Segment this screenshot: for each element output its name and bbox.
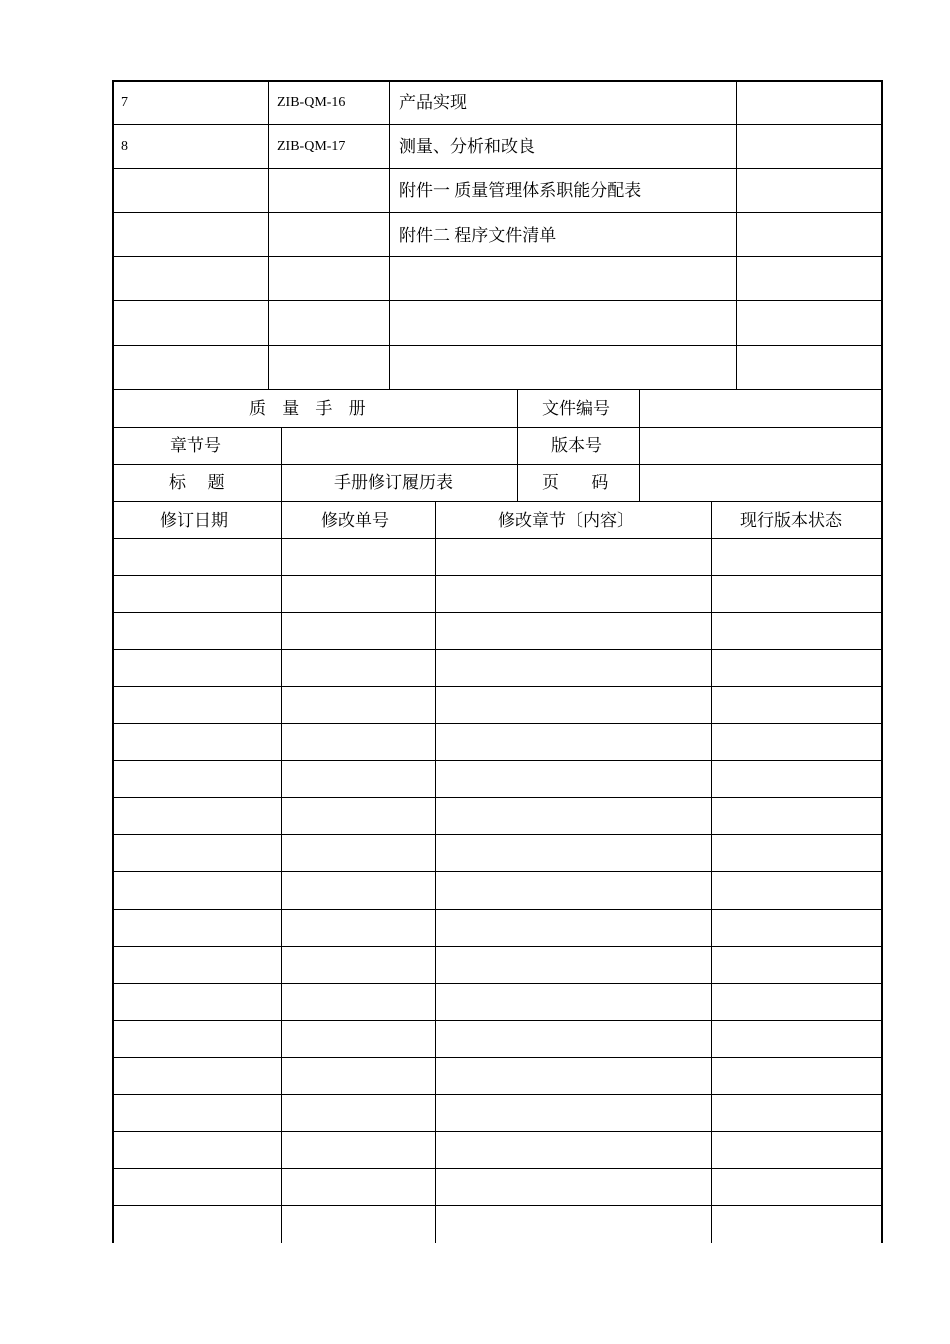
- index-table-left-border: [112, 80, 114, 390]
- revision-row-divider: [112, 760, 883, 761]
- revision-row-divider: [112, 723, 883, 724]
- index-row-number: 8: [121, 139, 128, 154]
- revision-row-divider: [112, 797, 883, 798]
- index-row-title: 附件一 质量管理体系职能分配表: [399, 181, 642, 200]
- revision-row-divider: [112, 1131, 883, 1132]
- revision-col-divider: [711, 501, 712, 1243]
- version-number-label: 版本号: [551, 436, 602, 456]
- index-row-number: 7: [121, 95, 128, 110]
- revision-row-divider: [112, 1094, 883, 1095]
- revision-row-divider: [112, 1020, 883, 1021]
- header-row-divider: [112, 427, 883, 428]
- index-row-divider: [112, 168, 883, 169]
- revision-header-date: 修订日期: [160, 511, 228, 530]
- header-top-border: [112, 389, 883, 390]
- index-col-divider: [736, 80, 737, 390]
- revision-row-divider: [112, 871, 883, 872]
- index-table-top-border: [112, 80, 883, 82]
- index-row-divider: [112, 345, 883, 346]
- revision-table-right-border: [881, 501, 883, 1243]
- revision-col-divider: [281, 501, 282, 1243]
- index-row-code: ZIB-QM-17: [277, 139, 346, 154]
- revision-row-divider: [112, 1205, 883, 1206]
- revision-row-divider: [112, 686, 883, 687]
- header-left-border: [112, 389, 114, 502]
- revision-row-divider: [112, 834, 883, 835]
- header-right-border: [881, 389, 883, 502]
- chapter-number-label: 章节号: [170, 436, 221, 456]
- revision-row-divider: [112, 983, 883, 984]
- revision-header-version-status: 现行版本状态: [740, 511, 842, 530]
- file-number-label: 文件编号: [542, 399, 610, 419]
- header-bottom-border: [112, 501, 883, 502]
- revision-header-change-no: 修改单号: [321, 511, 389, 530]
- revision-row-divider: [112, 1168, 883, 1169]
- index-col-divider: [389, 80, 390, 390]
- header-col-divider: [639, 389, 640, 502]
- revision-table-left-border: [112, 501, 114, 1243]
- index-row-divider: [112, 124, 883, 125]
- page-number-label: 页 码: [542, 473, 609, 493]
- header-col-divider: [281, 427, 282, 502]
- revision-row-divider: [112, 946, 883, 947]
- revision-header-section: 修改章节〔内容〕: [498, 511, 634, 530]
- revision-row-divider: [112, 1057, 883, 1058]
- index-row-title: 产品实现: [399, 93, 467, 112]
- manual-title: 质 量 手 册: [249, 399, 366, 419]
- revision-row-divider: [112, 612, 883, 613]
- revision-col-divider: [435, 501, 436, 1243]
- index-col-divider: [268, 80, 269, 390]
- index-row-divider: [112, 300, 883, 301]
- index-row-divider: [112, 256, 883, 257]
- revision-row-divider: [112, 909, 883, 910]
- index-row-code: ZIB-QM-16: [277, 95, 346, 110]
- title-label: 标 题: [169, 473, 225, 493]
- revision-row-divider: [112, 649, 883, 650]
- index-row-title: 附件二 程序文件清单: [399, 226, 557, 245]
- revision-header-divider: [112, 538, 883, 539]
- title-value: 手册修订履历表: [334, 473, 453, 493]
- index-row-divider: [112, 212, 883, 213]
- header-col-divider: [517, 389, 518, 502]
- header-row-divider: [112, 464, 883, 465]
- revision-row-divider: [112, 575, 883, 576]
- index-row-title: 测量、分析和改良: [399, 137, 535, 156]
- index-table-right-border: [881, 80, 883, 390]
